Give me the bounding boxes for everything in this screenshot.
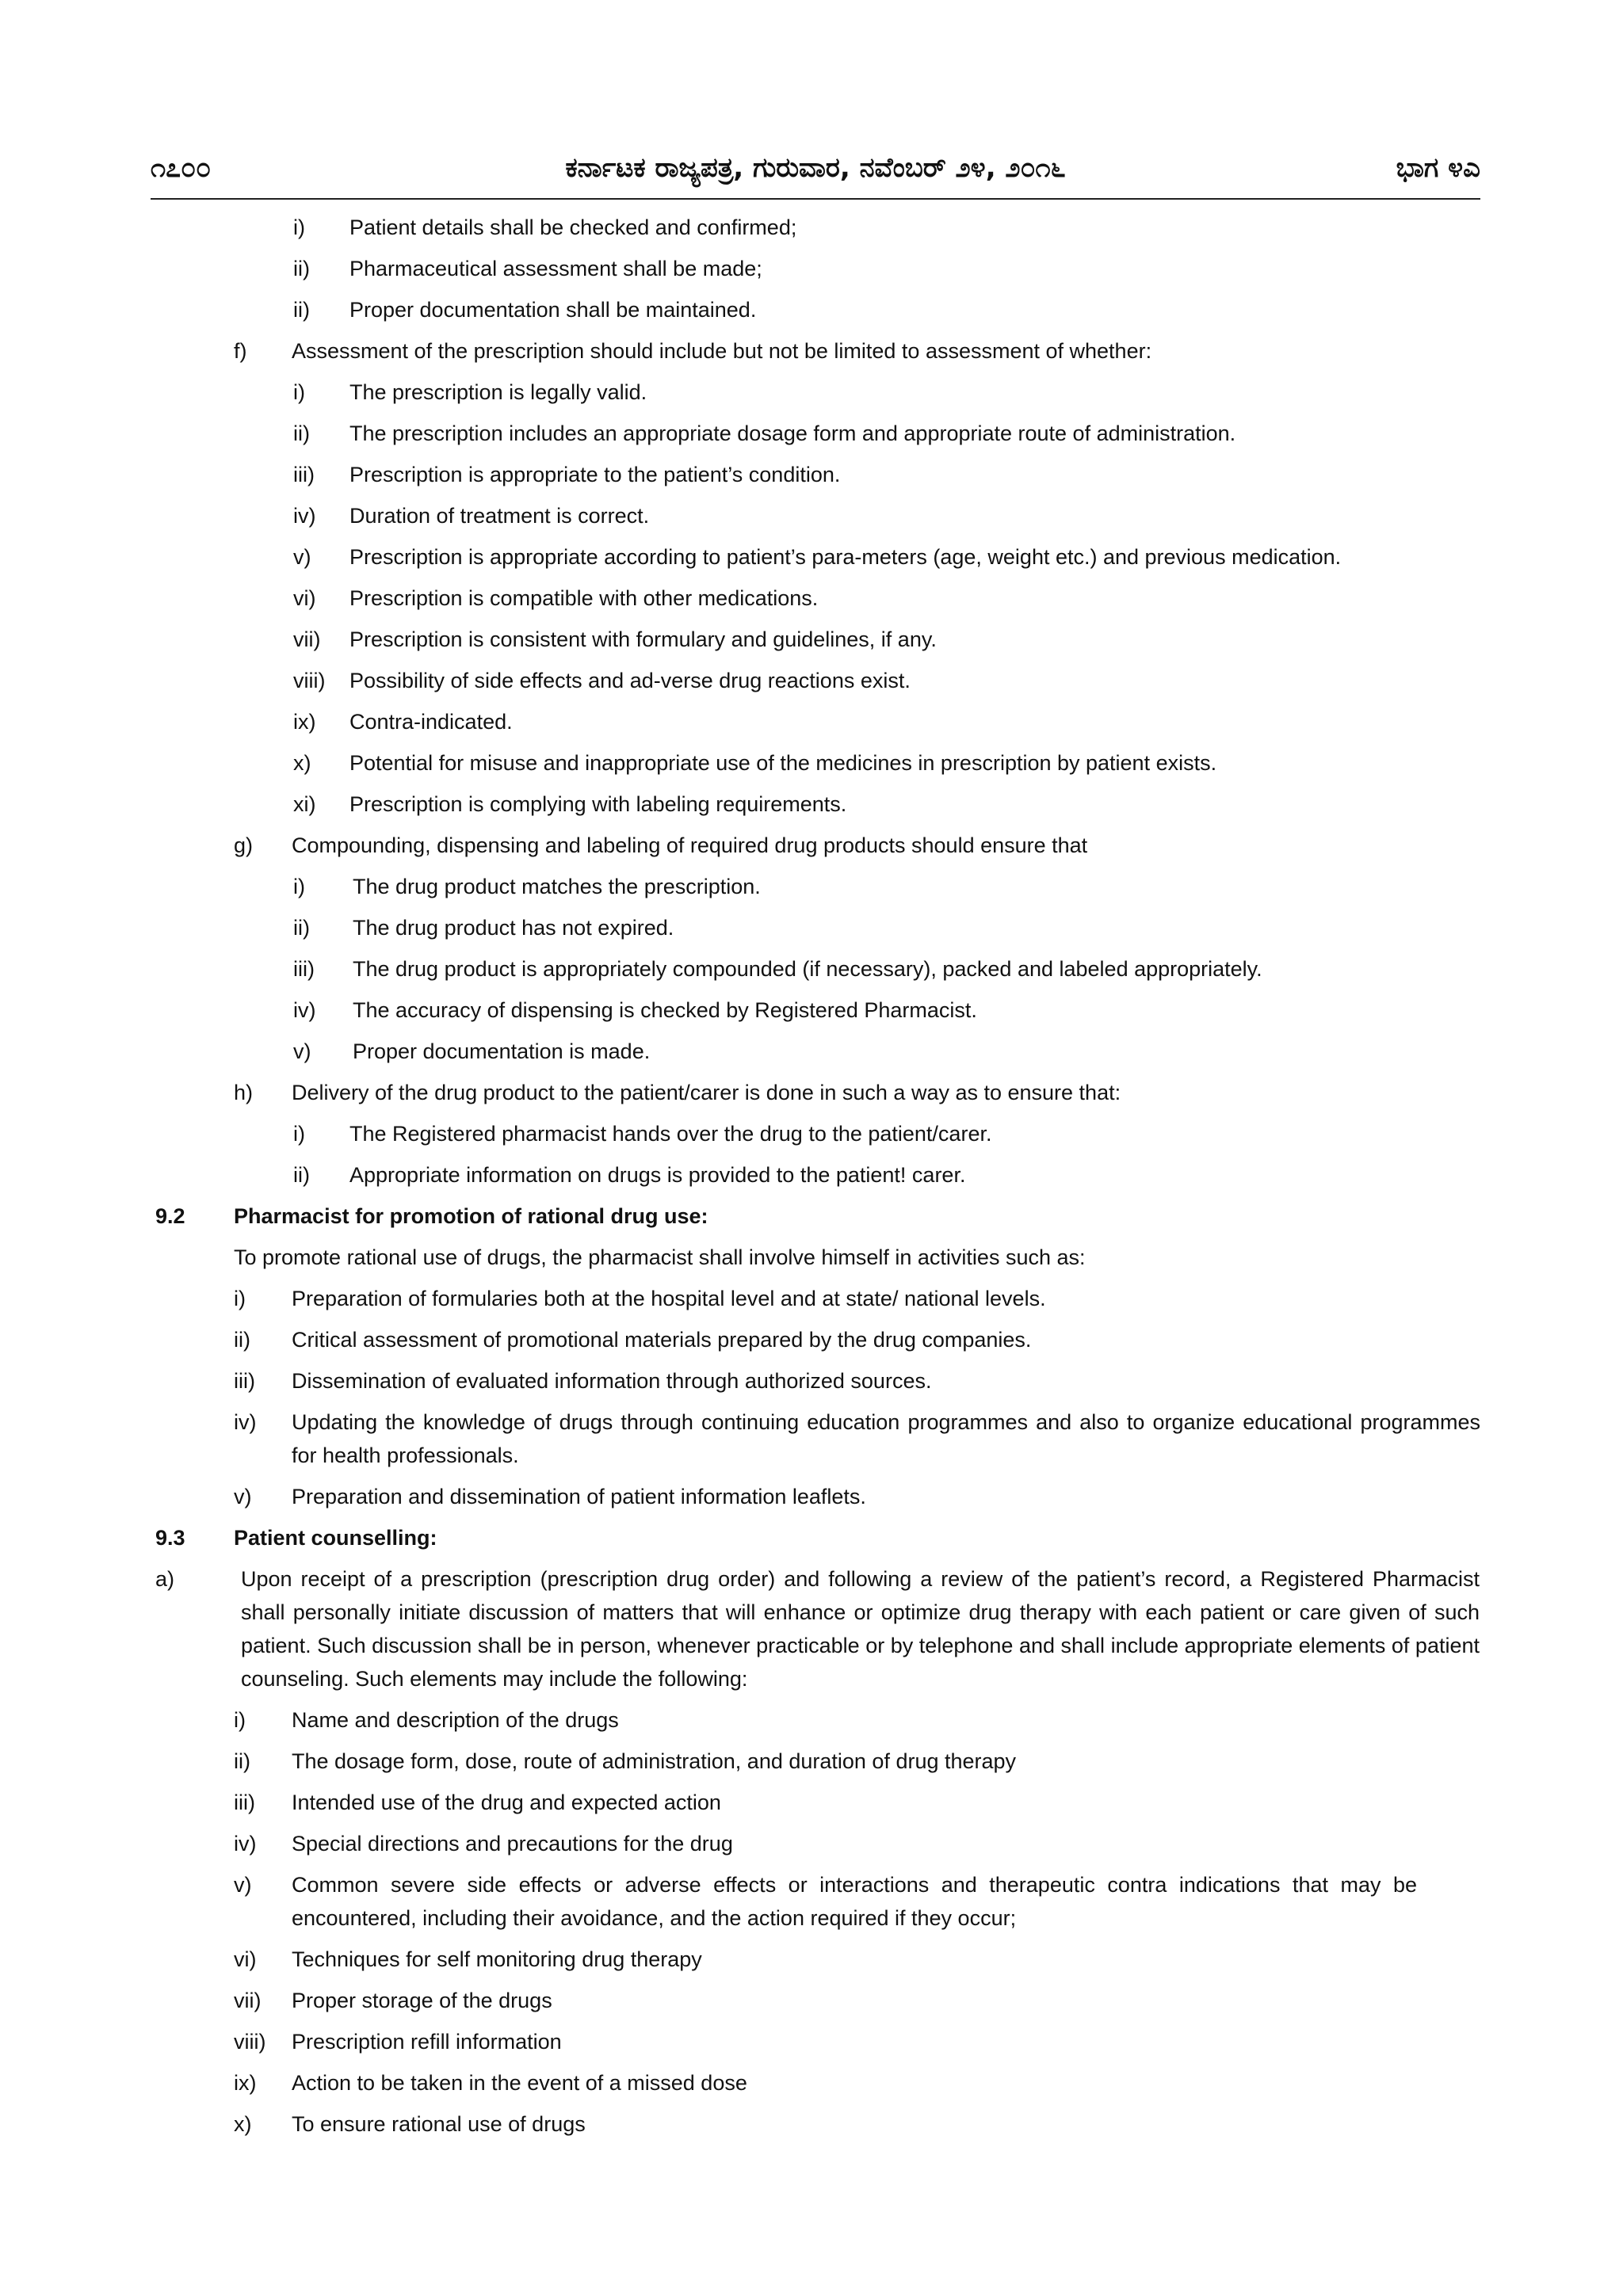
section-9-3-item-label: viii) bbox=[234, 2030, 266, 2054]
clause-f-item-text: Prescription is complying with labeling requirements. bbox=[349, 792, 847, 816]
sub-item-text: Proper documentation shall be maintained. bbox=[349, 298, 757, 322]
clause-h-text: Delivery of the drug product to the patient/carer is done in such a way as to ensure that: bbox=[292, 1081, 1121, 1104]
clause-h-item-label: i) bbox=[293, 1122, 305, 1146]
clause-f-item-label: v) bbox=[293, 545, 311, 569]
section-9-3-a-label: a) bbox=[155, 1567, 175, 1591]
page-number: ೧೭೦೦ bbox=[151, 152, 212, 184]
section-9-2-item-text: Critical assessment of promotional materials prepared by the drug companies. bbox=[292, 1328, 1032, 1352]
clause-f-item-text: Possibility of side effects and ad-verse drug reactions exist. bbox=[349, 669, 911, 692]
section-9-2-heading-text: Pharmacist for promotion of rational drug use: bbox=[234, 1204, 708, 1228]
clause-g-item-label: i) bbox=[293, 875, 305, 898]
section-9-3-item-text: Intended use of the drug and expected action bbox=[292, 1791, 721, 1814]
section-9-3-item-text: Common severe side effects or adverse effects or interactions and therapeutic contra indications that may be encountered, including their avoidance, and the action required if they occur; bbox=[292, 1873, 1417, 1930]
clause-f-item-label: ii) bbox=[293, 421, 310, 445]
clause-f-item-text: Prescription is compatible with other medications. bbox=[349, 586, 819, 610]
clause-f-text: Assessment of the prescription should include but not be limited to assessment of whether: bbox=[292, 339, 1152, 363]
clause-f-item-text: Prescription is appropriate to the patient’s condition. bbox=[349, 463, 841, 486]
section-9-2-item-label: iv) bbox=[234, 1410, 257, 1434]
clause-f-item-text: The prescription includes an appropriate dosage form and appropriate route of administration. bbox=[349, 421, 1236, 445]
clause-g-item-text: The drug product has not expired. bbox=[353, 916, 674, 940]
section-9-2-item-text: Preparation and dissemination of patient information leaflets. bbox=[292, 1485, 866, 1508]
section-9-3-item-label: x) bbox=[234, 2112, 252, 2136]
clause-g-item-label: v) bbox=[293, 1039, 311, 1063]
section-9-3-item-text: Name and description of the drugs bbox=[292, 1708, 619, 1732]
sub-item-text: Pharmaceutical assessment shall be made; bbox=[349, 257, 762, 280]
section-9-3-item-text: Action to be taken in the event of a missed dose bbox=[292, 2071, 747, 2095]
clause-f-item-text: Contra-indicated. bbox=[349, 710, 513, 734]
section-9-3-item-label: ix) bbox=[234, 2071, 257, 2095]
clause-f-item-text: Prescription is consistent with formulary and guidelines, if any. bbox=[349, 627, 937, 651]
clause-f-item-label: viii) bbox=[293, 669, 326, 692]
sub-item-label: ii) bbox=[293, 257, 310, 280]
section-9-2-item-label: ii) bbox=[234, 1328, 250, 1352]
section-9-3-item-label: i) bbox=[234, 1708, 246, 1732]
clause-g-item-label: iii) bbox=[293, 957, 315, 981]
clause-h-item-text: Appropriate information on drugs is provided to the patient! carer. bbox=[349, 1163, 966, 1187]
clause-f-item-label: ix) bbox=[293, 710, 316, 734]
clause-h-item-text: The Registered pharmacist hands over the drug to the patient/carer. bbox=[349, 1122, 992, 1146]
clause-f-item-label: vi) bbox=[293, 586, 316, 610]
clause-f-item-label: x) bbox=[293, 751, 311, 775]
section-9-3-item-text: Prescription refill information bbox=[292, 2030, 562, 2054]
section-9-2-intro: To promote rational use of drugs, the pharmacist shall involve himself in activities such as: bbox=[234, 1245, 1086, 1269]
clause-f-label: f) bbox=[234, 339, 247, 363]
sub-item-label: ii) bbox=[293, 298, 310, 322]
section-9-2-item-text: Updating the knowledge of drugs through continuing education programmes and also to organize educational programmes for health professionals. bbox=[292, 1410, 1480, 1467]
section-9-3-item-text: Special directions and precautions for the drug bbox=[292, 1832, 733, 1855]
clause-g-text: Compounding, dispensing and labeling of required drug products should ensure that bbox=[292, 833, 1088, 857]
clause-g-item-label: ii) bbox=[293, 916, 310, 940]
section-9-3-item-label: iii) bbox=[234, 1791, 255, 1814]
section-9-2-item-text: Preparation of formularies both at the hospital level and at state/ national levels. bbox=[292, 1287, 1046, 1310]
section-9-3-item-text: The dosage form, dose, route of administration, and duration of drug therapy bbox=[292, 1749, 1017, 1773]
section-9-2-heading-label: 9.2 bbox=[155, 1204, 185, 1228]
clause-g-item-text: The drug product is appropriately compounded (if necessary), packed and labeled appropriately. bbox=[353, 957, 1262, 981]
clause-f-item-text: Duration of treatment is correct. bbox=[349, 504, 650, 528]
clause-f-item-text: The prescription is legally valid. bbox=[349, 380, 647, 404]
section-9-2-item-label: v) bbox=[234, 1485, 252, 1508]
clause-f-item-label: xi) bbox=[293, 792, 316, 816]
section-9-3-a-text: Upon receipt of a prescription (prescription drug order) and following a review of the patient’s record, a Registered Pharmacist shall personally initiate discussion of matters that will enhance or optimize drug therapy with each patient or care given of such patient. Such discussion shall be in person, whenever practicable or by telephone and shall include appropriate elements of patient counseling. Such elements may include the following: bbox=[241, 1567, 1480, 1691]
clause-g-item-text: The accuracy of dispensing is checked by Registered Pharmacist. bbox=[353, 998, 977, 1022]
sub-item-text: Patient details shall be checked and confirmed; bbox=[349, 215, 797, 239]
clause-f-item-text: Prescription is appropriate according to patient’s para-meters (age, weight etc.) and previous medication. bbox=[349, 545, 1342, 569]
section-9-3-item-text: To ensure rational use of drugs bbox=[292, 2112, 586, 2136]
section-9-2-item-text: Dissemination of evaluated information through authorized sources. bbox=[292, 1369, 932, 1393]
clause-g-item-label: iv) bbox=[293, 998, 316, 1022]
clause-g-item-text: The drug product matches the prescription. bbox=[353, 875, 761, 898]
section-9-2-item-label: i) bbox=[234, 1287, 246, 1310]
page-header bbox=[151, 151, 1480, 200]
clause-f-item-text: Potential for misuse and inappropriate use of the medicines in prescription by patient exists. bbox=[349, 751, 1217, 775]
clause-f-item-label: iv) bbox=[293, 504, 316, 528]
section-9-3-heading-label: 9.3 bbox=[155, 1526, 185, 1550]
section-9-3-item-label: iv) bbox=[234, 1832, 257, 1855]
clause-h-item-label: ii) bbox=[293, 1163, 310, 1187]
section-9-2-item-label: iii) bbox=[234, 1369, 255, 1393]
section-9-3-heading-text: Patient counselling: bbox=[234, 1526, 437, 1550]
section-9-3-item-label: v) bbox=[234, 1873, 252, 1897]
section-9-3-item-label: vii) bbox=[234, 1989, 262, 2012]
clause-g-label: g) bbox=[234, 833, 254, 857]
clause-f-item-label: vii) bbox=[293, 627, 321, 651]
section-9-3-item-label: ii) bbox=[234, 1749, 250, 1773]
gazette-part: ಭಾಗ ೪ಎ bbox=[1396, 152, 1480, 184]
section-9-3-item-text: Proper storage of the drugs bbox=[292, 1989, 552, 2012]
clause-f-item-label: i) bbox=[293, 380, 305, 404]
gazette-title: ಕರ್ನಾಟಕ ರಾಜ್ಯಪತ್ರ, ಗುರುವಾರ, ನವೆಂಬರ್ ೨೪, ೨೦೧೬ bbox=[565, 152, 1066, 184]
clause-h-label: h) bbox=[234, 1081, 254, 1104]
clause-f-item-label: iii) bbox=[293, 463, 315, 486]
section-9-3-item-label: vi) bbox=[234, 1947, 257, 1971]
section-9-3-item-text: Techniques for self monitoring drug therapy bbox=[292, 1947, 702, 1971]
sub-item-label: i) bbox=[293, 215, 305, 239]
clause-g-item-text: Proper documentation is made. bbox=[353, 1039, 651, 1063]
